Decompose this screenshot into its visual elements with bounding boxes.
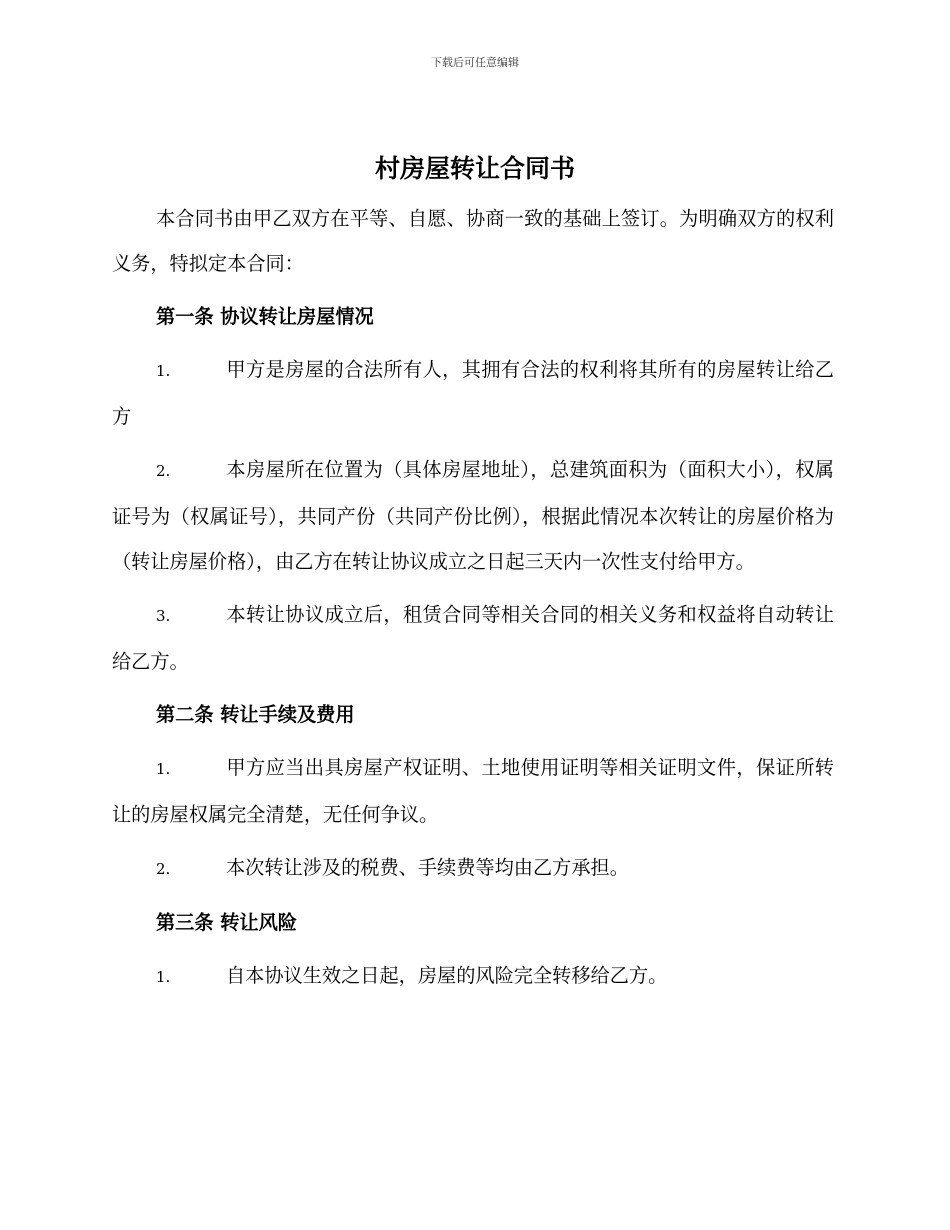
document-title: 村房屋转让合同书 <box>374 154 575 183</box>
clause-item <box>112 347 834 439</box>
clause-number: 1. <box>156 760 171 778</box>
clause-text: 甲方应当出具房屋产权证明、土地使用证明等相关证明文件，保证所转让的房屋权属完全清楚，无任何争议。 <box>112 756 834 826</box>
clause-text: 甲方是房屋的合法所有人，其拥有合法的权利将其所有的房屋转让给乙方 <box>112 358 834 428</box>
section-heading: 第二条 转让手续及费用 <box>156 703 355 726</box>
clause-text: 本转让协议成立后，租赁合同等相关合同的相关义务和权益将自动转让给乙方。 <box>112 603 834 673</box>
section-heading: 第一条 协议转让房屋情况 <box>156 305 374 328</box>
section-1 <box>112 294 834 684</box>
clause-number: 2. <box>156 462 171 480</box>
section-3 <box>112 900 834 1000</box>
clause-text: 本房屋所在位置为（具体房屋地址），总建筑面积为（面积大小），权属证号为（权属证号），共同产份（共同产份比例），根据此情况本次转让的房屋价格为（转让房屋价格），由乙方在转让协议成立之日起三天内一次性支付给甲方。 <box>112 458 834 573</box>
intro-paragraph: 本合同书由甲乙双方在平等、自愿、协商一致的基础上签订。为明确双方的权利义务，特拟定本合同： <box>112 207 834 275</box>
clause-item <box>112 447 834 584</box>
clause-number: 1. <box>156 968 171 986</box>
clause-text: 自本协议生效之日起，房屋的风险完全转移给乙方。 <box>226 964 668 987</box>
section-2 <box>112 692 834 892</box>
clause-number: 1. <box>156 362 171 380</box>
clause-text: 本次转让涉及的税费、手续费等均由乙方承担。 <box>226 856 629 879</box>
document-body <box>112 196 834 1008</box>
clause-number: 3. <box>156 607 171 625</box>
clause-number: 2. <box>156 860 171 878</box>
clause-item <box>112 592 834 684</box>
clause-item <box>112 745 834 837</box>
section-heading: 第三条 转让风险 <box>156 911 297 934</box>
clause-item <box>112 845 834 892</box>
clause-item <box>112 953 834 1000</box>
header-note: 下载后可任意编辑 <box>431 56 519 69</box>
